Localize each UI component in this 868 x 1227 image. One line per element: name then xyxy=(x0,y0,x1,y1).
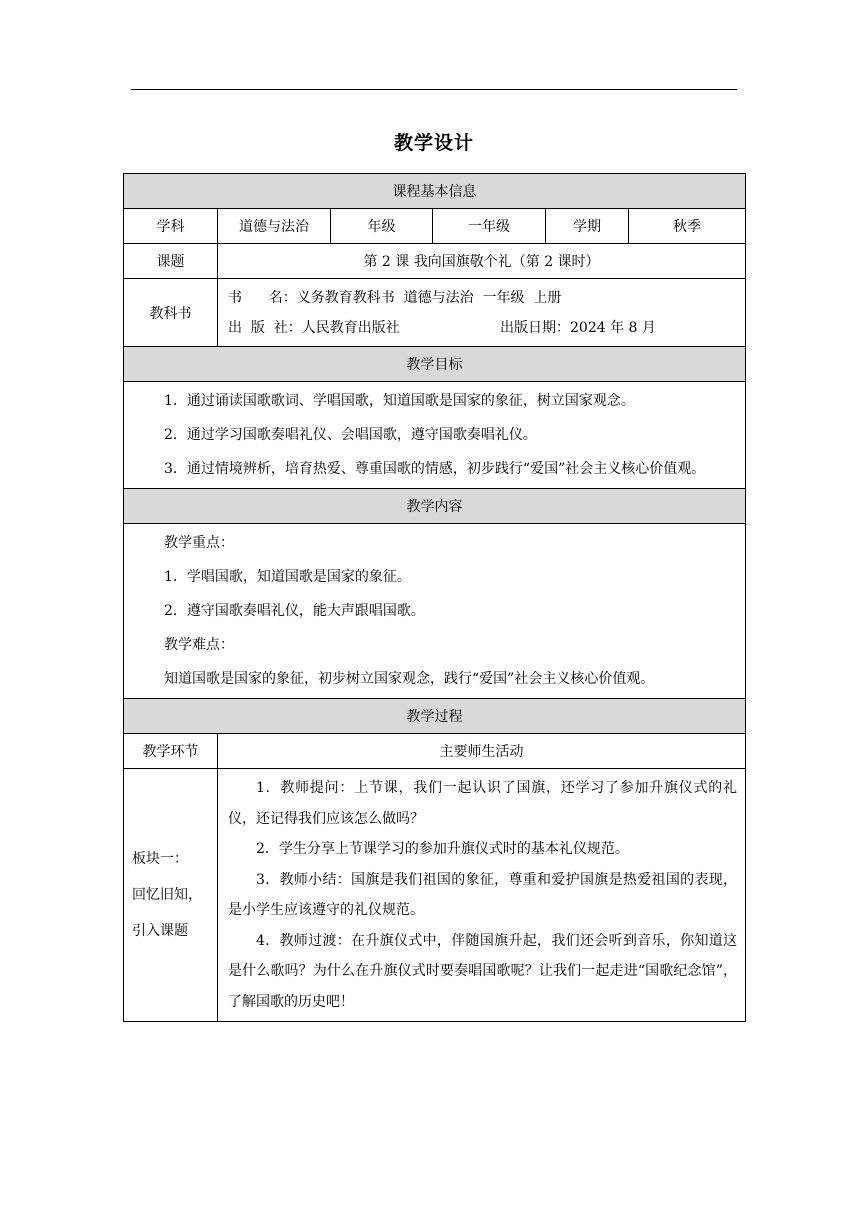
header-rule xyxy=(131,89,737,90)
document-title: 教学设计 xyxy=(393,132,474,154)
textbook-info xyxy=(218,279,746,347)
stage-column-header: 教学环节 xyxy=(124,734,218,769)
grade-label: 年级 xyxy=(331,209,433,244)
activity-item: 3．教师小结：国旗是我们祖国的象征，尊重和爱护国旗是热爱祖国的表现，是小学生应该遵守的礼仪规范。 xyxy=(228,871,738,918)
term-value: 秋季 xyxy=(629,209,746,244)
difficulty-text: 知道国歌是国家的象征，初步树立国家观念，践行“爱国”社会主义核心价值观。 xyxy=(164,671,655,687)
goal-item: 3．通过情境辨析，培育热爱、尊重国歌的情感，初步践行“爱国”社会主义核心价值观。 xyxy=(164,461,706,477)
lesson-label: 课题 xyxy=(124,244,218,279)
goal-item: 1．通过诵读国歌歌词、学唱国歌，知道国歌是国家的象征，树立国家观念。 xyxy=(164,393,635,409)
activity-column-header: 主要师生活动 xyxy=(218,734,746,769)
activity-item: 1．教师提问：上节课，我们一起认识了国旗，还学习了参加升旗仪式的礼仪，还记得我们应该怎么做吗？ xyxy=(228,780,738,827)
block-one-activities xyxy=(218,769,746,1022)
block-one-label xyxy=(124,769,218,1022)
textbook-publisher-line xyxy=(228,313,739,343)
lesson-plan-table xyxy=(123,173,746,1022)
section-basic-info: 课程基本信息 xyxy=(124,174,746,209)
content-body xyxy=(124,524,746,699)
block-subtitle: 回忆旧知， xyxy=(132,887,202,903)
key-points-label: 教学重点： xyxy=(164,535,234,551)
textbook-name: 书 名：义务教育教科书 道德与法治 一年级 上册 xyxy=(228,289,562,306)
difficulty-label: 教学难点： xyxy=(164,637,234,653)
goals-list xyxy=(124,382,746,489)
block-subtitle: 引入课题 xyxy=(132,923,188,939)
textbook-publisher: 出 版 社：人民教育出版社 xyxy=(228,319,400,336)
key-point-item: 1．学唱国歌，知道国歌是国家的象征。 xyxy=(164,569,411,585)
lesson-value: 第 2 课 我向国旗敬个礼（第 2 课时） xyxy=(218,244,746,279)
subject-value: 道德与法治 xyxy=(218,209,331,244)
section-content: 教学内容 xyxy=(124,489,746,524)
section-process: 教学过程 xyxy=(124,699,746,734)
block-title: 板块一： xyxy=(132,851,188,867)
section-goals: 教学目标 xyxy=(124,347,746,382)
goal-item: 2．通过学习国歌奏唱礼仪、会唱国歌，遵守国歌奏唱礼仪。 xyxy=(164,427,537,443)
key-point-item: 2．遵守国歌奏唱礼仪，能大声跟唱国歌。 xyxy=(164,603,425,619)
textbook-label: 教科书 xyxy=(124,279,218,347)
grade-value: 一年级 xyxy=(433,209,546,244)
subject-label: 学科 xyxy=(124,209,218,244)
textbook-date: 出版日期：2024 年 8 月 xyxy=(500,319,656,336)
term-label: 学期 xyxy=(546,209,629,244)
activity-item: 2．学生分享上节课学习的参加升旗仪式时的基本礼仪规范。 xyxy=(256,841,629,857)
activity-item: 4．教师过渡：在升旗仪式中，伴随国旗升起，我们还会听到音乐，你知道这是什么歌吗？为什么在升旗仪式时要奏唱国歌呢？让我们一起走进“国歌纪念馆”，了解国歌的历史吧！ xyxy=(228,932,738,1010)
